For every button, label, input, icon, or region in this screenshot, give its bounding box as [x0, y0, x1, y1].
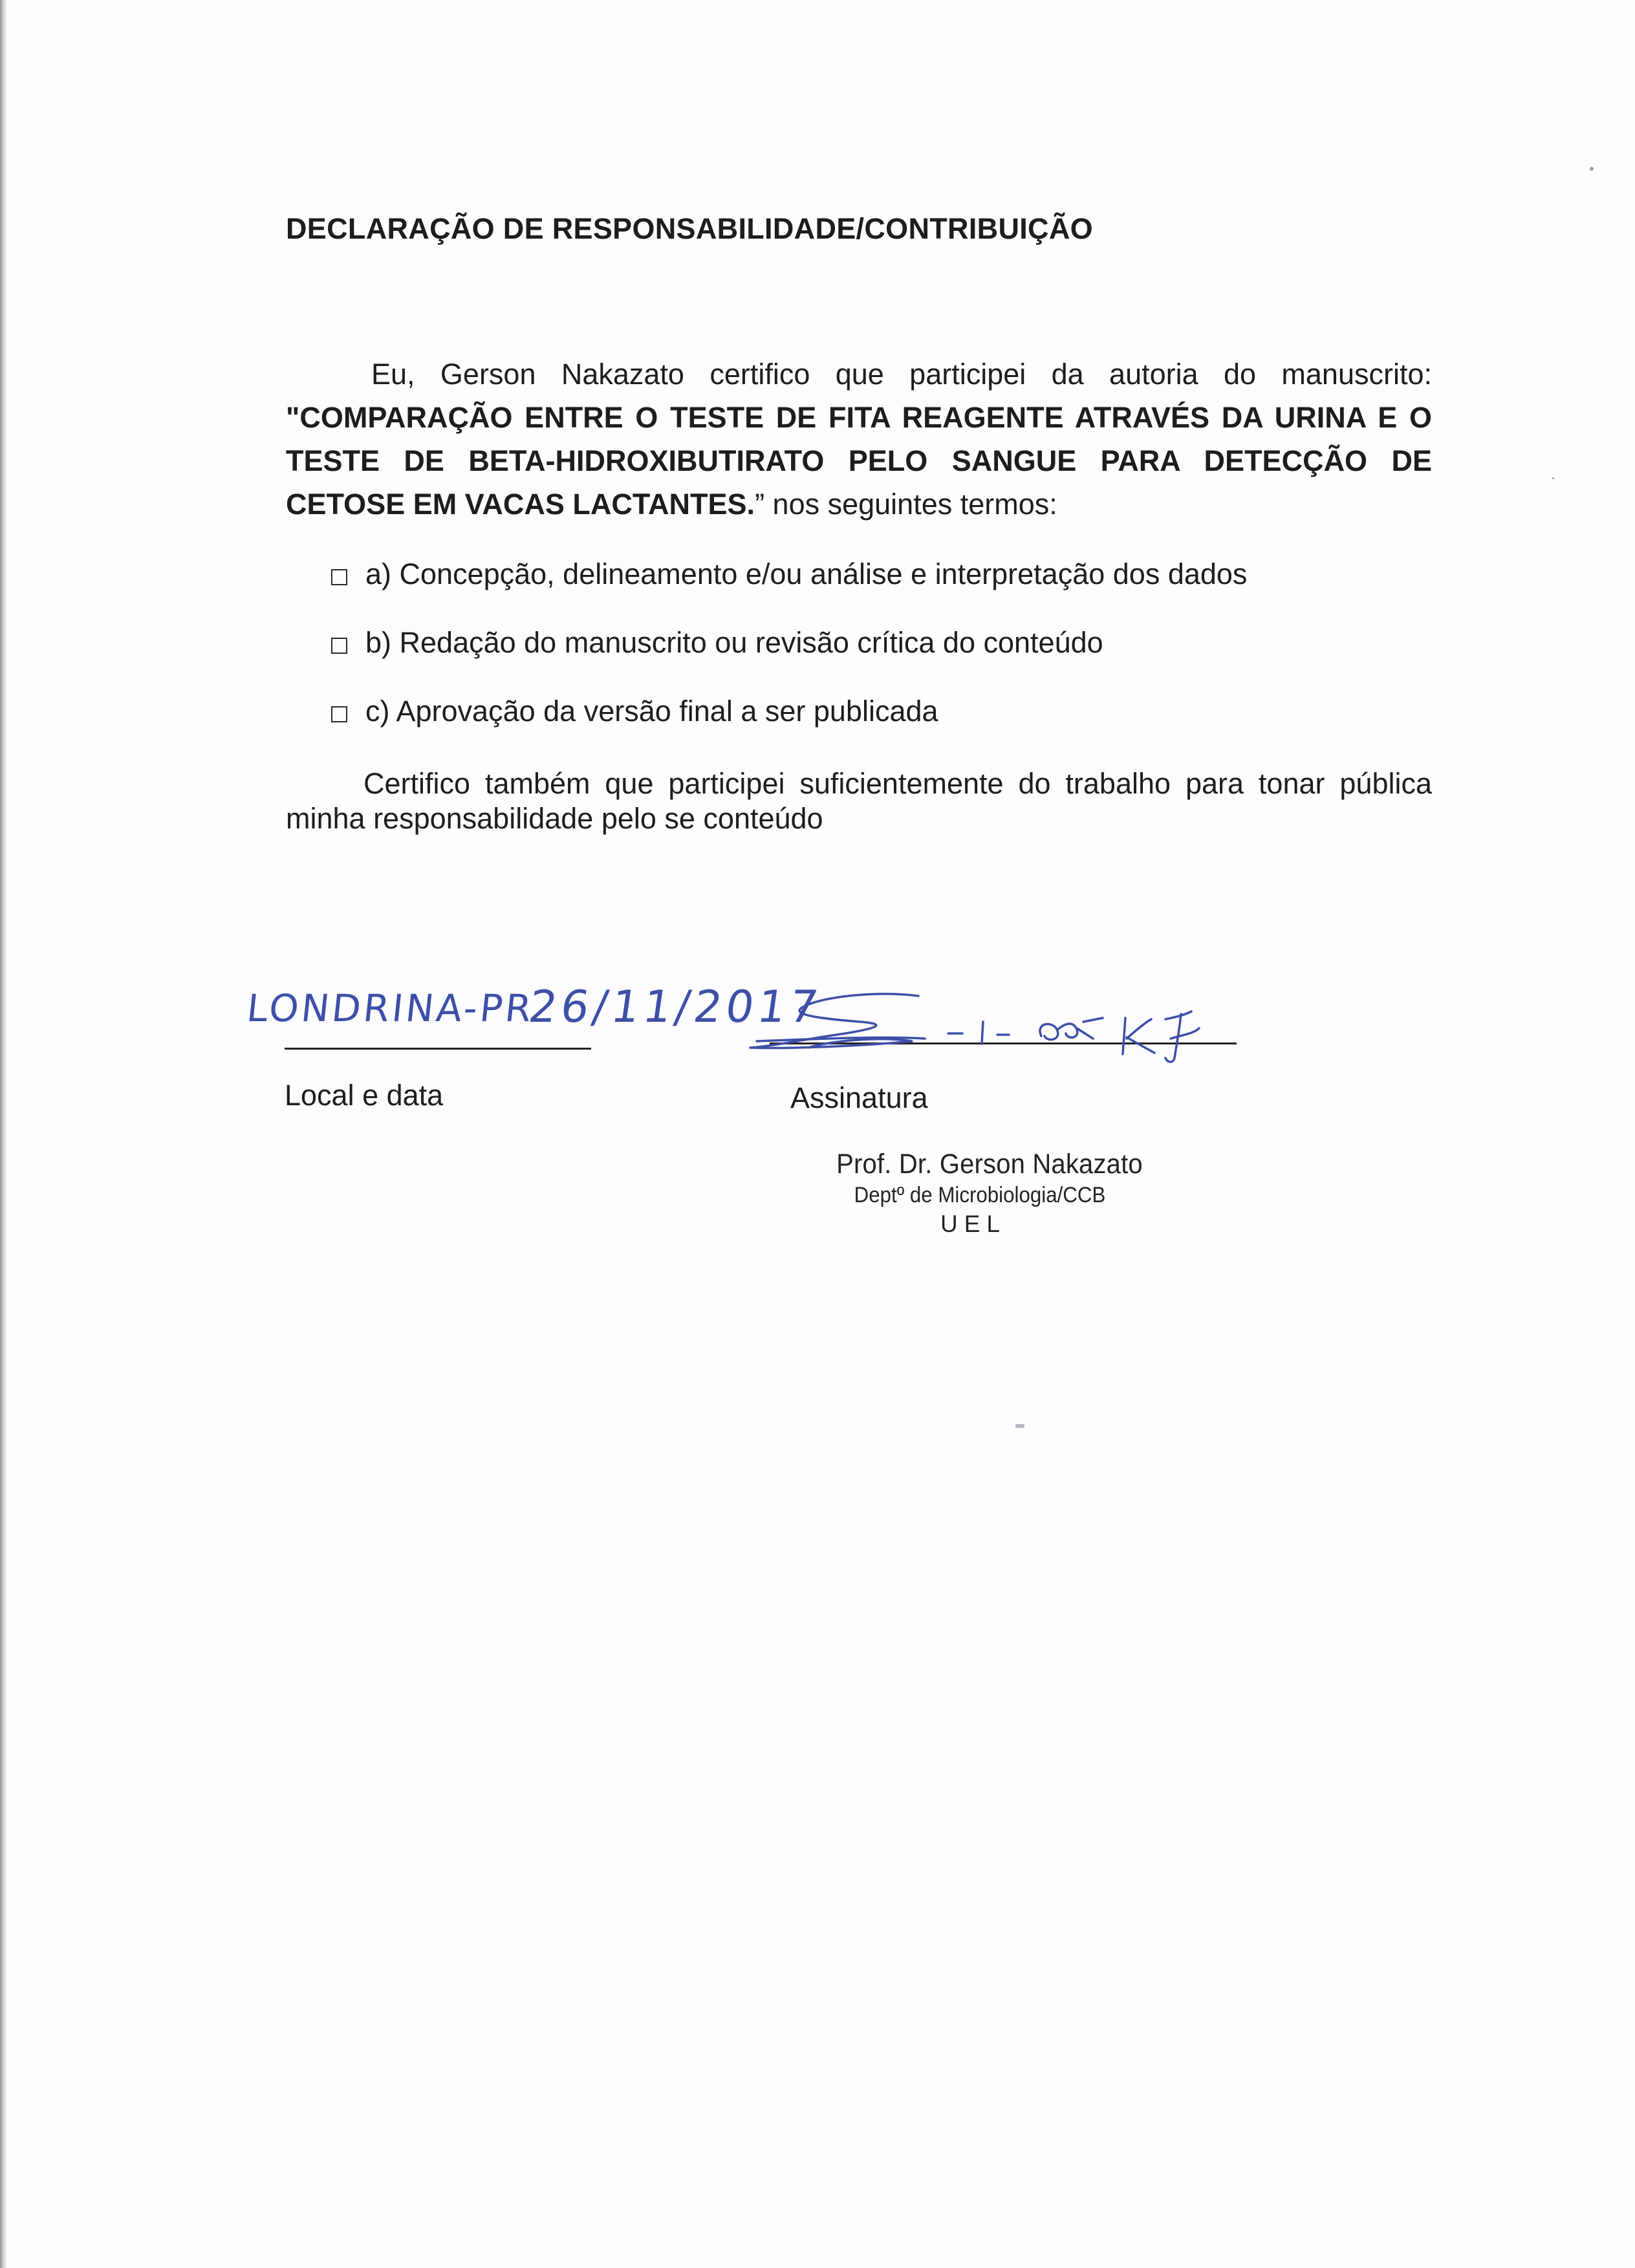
checkbox-b[interactable]: [331, 638, 347, 654]
scan-speck: [1015, 1424, 1024, 1428]
checklist-item-b[interactable]: [331, 626, 1103, 660]
checkbox-a[interactable]: [331, 569, 347, 585]
scan-edge: [0, 0, 6, 2268]
intro-suffix: ” nos seguintes termos:: [755, 488, 1057, 521]
handwritten-signature: [731, 977, 1235, 1074]
checkbox-c[interactable]: [331, 706, 347, 722]
page-title: DECLARAÇÃO DE RESPONSABILIDADE/CONTRIBUIÇÃO: [286, 212, 1093, 245]
intro-paragraph: [286, 352, 1432, 526]
manuscript-title: "COMPARAÇÃO ENTRE O TESTE DE FITA REAGENTE ATRAVÉS DA URINA E O TESTE DE BETA-HIDROXIBUTIRATO PELO SANGUE PARA DETECÇÃO DE CETOSE EM VACAS LACTANTES.: [286, 401, 1432, 521]
checklist-item-label: c) Aprovação da versão final a ser publicada: [365, 695, 938, 728]
scan-speck: [1590, 167, 1594, 171]
signature-label: Assinatura: [790, 1081, 928, 1114]
local-date-line: [285, 1048, 591, 1050]
author-stamp: [808, 1149, 1171, 1238]
local-date-label: Local e data: [285, 1079, 444, 1112]
closing-paragraph: Certifico também que participei suficientemente do trabalho para tonar pública minha responsabilidade pelo se conteúdo: [286, 767, 1432, 835]
checklist-item-c[interactable]: [331, 695, 938, 728]
stamp-department: Deptº de Microbiologia/CCB: [854, 1183, 1106, 1207]
checklist-item-label: b) Redação do manuscrito ou revisão crítica do conteúdo: [365, 626, 1103, 659]
scan-speck: [1552, 477, 1554, 479]
stamp-name: Prof. Dr. Gerson Nakazato: [836, 1149, 1143, 1180]
handwritten-place: LONDRINA-PR: [244, 986, 536, 1030]
checklist-item-a[interactable]: [331, 557, 1247, 591]
handwritten-date: 26/11/2017: [525, 982, 825, 1033]
stamp-institution: UEL: [940, 1211, 1006, 1237]
checklist-item-label: a) Concepção, delineamento e/ou análise e interpretação dos dados: [365, 557, 1248, 590]
intro-prefix: Eu, Gerson Nakazato certifico que participei da autoria do manuscrito:: [371, 358, 1432, 391]
